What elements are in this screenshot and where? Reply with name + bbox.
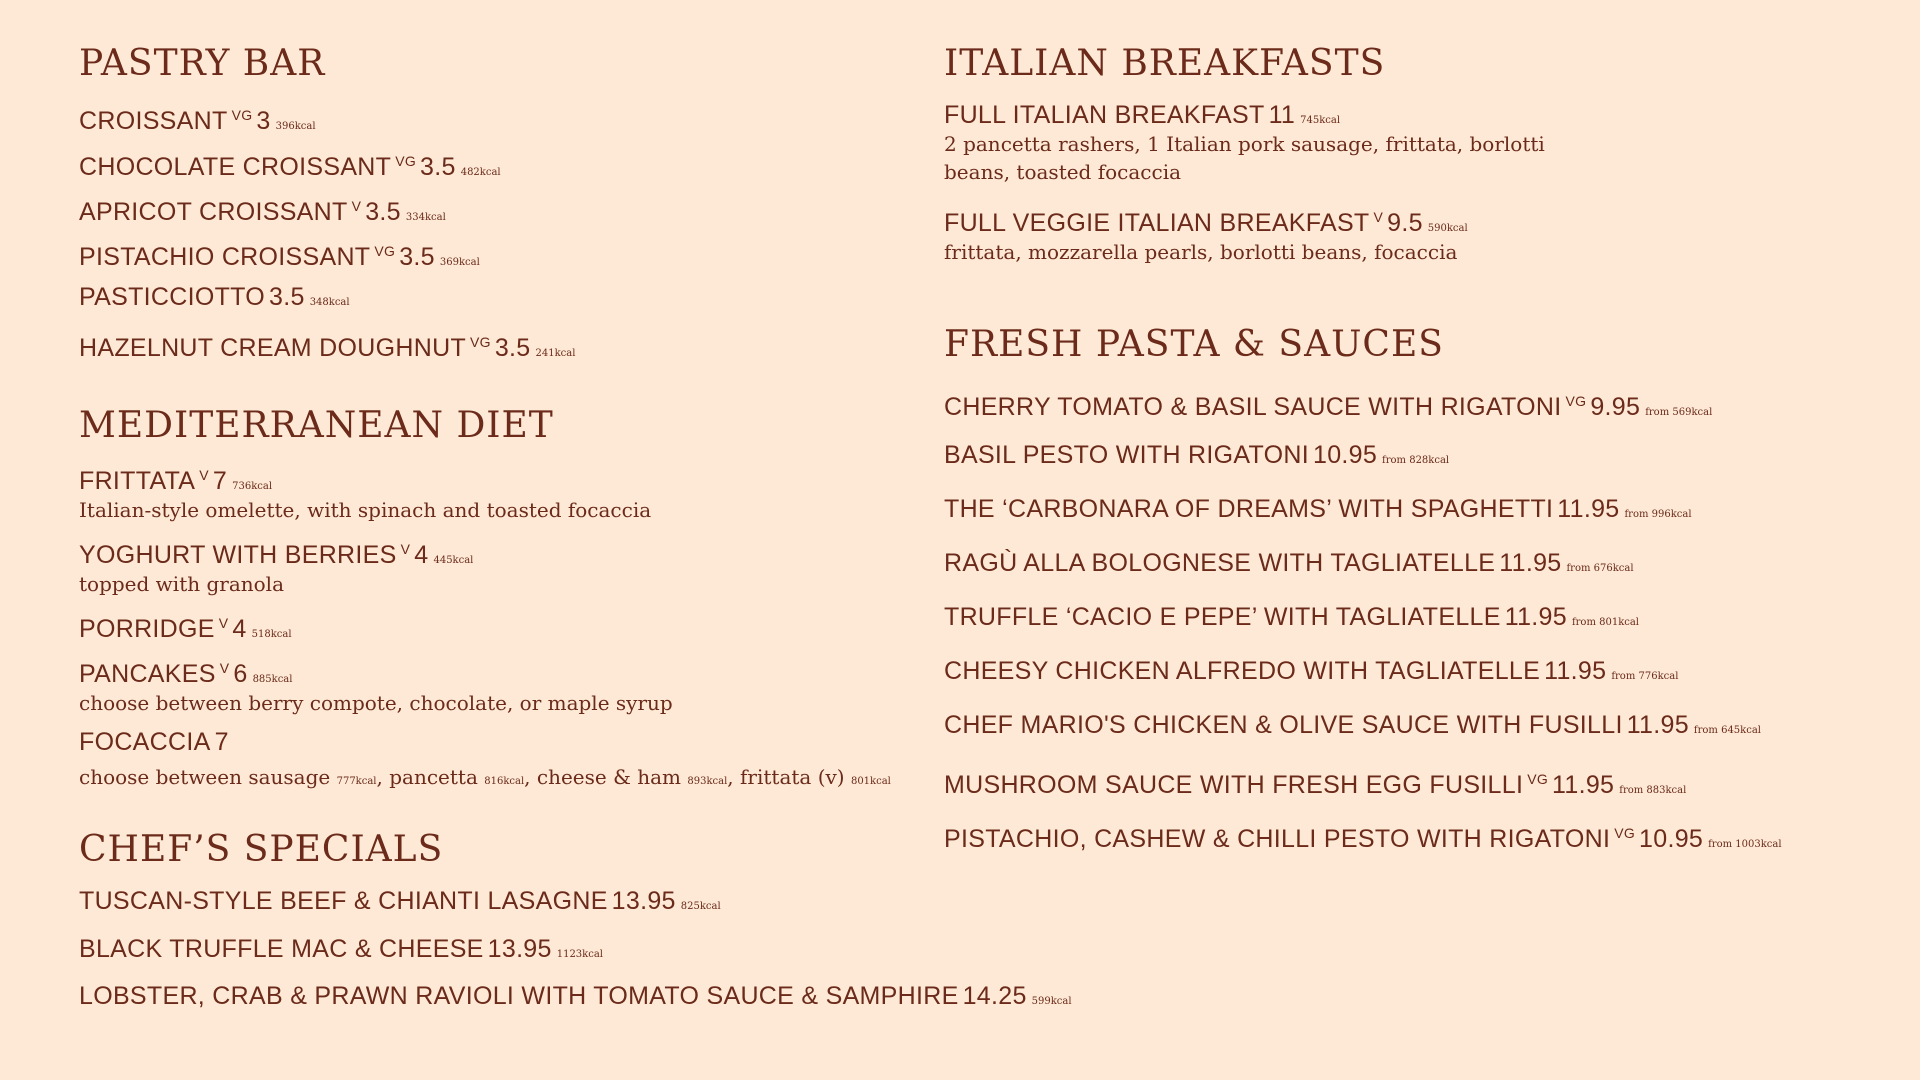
item-kcal: 1123kcal (556, 949, 603, 960)
menu-item (79, 886, 721, 916)
diet-tag: V (199, 467, 209, 483)
item-kcal: from 801kcal (1571, 617, 1640, 628)
menu-item (79, 282, 350, 312)
focaccia-options (79, 763, 891, 796)
menu-item (944, 202, 1468, 266)
diet-tag: V (1373, 209, 1384, 225)
item-name: CHEESY CHICKEN ALFREDO WITH TAGLIATELLE (944, 657, 1541, 685)
menu-item (944, 440, 1449, 470)
item-price: 4 (232, 615, 247, 643)
item-name: YOGHURT WITH BERRIES (79, 541, 397, 569)
item-kcal: 825kcal (680, 901, 721, 912)
item-kcal: 590kcal (1427, 223, 1468, 234)
item-name: FULL VEGGIE ITALIAN BREAKFAST (944, 209, 1370, 237)
item-name: FRITTATA (79, 467, 196, 495)
item-kcal: 736kcal (232, 481, 273, 492)
menu-item (79, 327, 575, 363)
italian-breakfasts-section (944, 43, 1904, 264)
menu-item (79, 534, 473, 598)
item-price: 13.95 (487, 935, 552, 963)
item-kcal: from 828kcal (1382, 455, 1450, 466)
diet-tag: V (219, 660, 230, 676)
item-price: 7 (214, 728, 229, 756)
item-name: APRICOT CROISSANT (79, 198, 348, 226)
item-name: PISTACHIO, CASHEW & CHILLI PESTO WITH RIGATONI (944, 825, 1611, 853)
menu-item (944, 494, 1692, 524)
item-description: 2 pancetta rashers, 1 Italian pork sausage, frittata, borlotti beans, toasted focaccia (944, 132, 1545, 184)
menu-item (944, 548, 1634, 578)
diet-tag: V (400, 541, 411, 557)
item-kcal: 885kcal (252, 674, 293, 685)
item-price: 6 (233, 660, 248, 688)
menu-item (944, 764, 1686, 800)
section-heading: PASTRY BAR (79, 43, 326, 84)
menu-item (79, 191, 446, 227)
diet-tag: VG (1527, 771, 1549, 787)
item-kcal: 334kcal (405, 212, 446, 223)
item-name: LOBSTER, CRAB & PRAWN RAVIOLI WITH TOMATO SAUCE & SAMPHIRE (79, 982, 959, 1010)
section-heading: ITALIAN BREAKFASTS (944, 43, 1386, 84)
item-name: FULL ITALIAN BREAKFAST (944, 101, 1265, 129)
menu-item (79, 608, 292, 644)
section-heading: CHEF’S SPECIALS (79, 829, 444, 870)
item-name: RAGÙ ALLA BOLOGNESE WITH TAGLIATELLE (944, 549, 1496, 577)
menu-item (79, 653, 673, 717)
item-name: BLACK TRUFFLE MAC & CHEESE (79, 935, 484, 963)
item-name: CHEF MARIO'S CHICKEN & OLIVE SAUCE WITH FUSILLI (944, 711, 1623, 739)
item-kcal: 445kcal (433, 555, 474, 566)
diet-tag: V (351, 198, 362, 214)
mediterranean-diet-section (79, 405, 979, 789)
item-kcal: 348kcal (309, 297, 350, 308)
item-price: 11.95 (1552, 771, 1615, 799)
pastry-bar-section (79, 43, 979, 362)
menu-item (944, 818, 1782, 854)
option-kcal: 777kcal (336, 776, 377, 787)
menu-item (944, 710, 1761, 740)
option-kcal: 816kcal (484, 776, 525, 787)
item-kcal: from 676kcal (1566, 563, 1634, 574)
option-text: , cheese & ham (524, 765, 682, 789)
item-name: PORRIDGE (79, 615, 215, 643)
menu-item (79, 460, 651, 524)
item-kcal: 241kcal (535, 348, 576, 359)
item-name: TUSCAN-STYLE BEEF & CHIANTI LASAGNE (79, 887, 608, 915)
menu-item (944, 386, 1712, 422)
menu-item (79, 981, 1072, 1011)
diet-tag: V (218, 615, 229, 631)
section-heading: FRESH PASTA & SAUCES (944, 324, 1444, 365)
item-kcal: from 645kcal (1693, 725, 1761, 736)
menu-item (79, 727, 229, 757)
item-price: 7 (212, 467, 228, 495)
item-name: TRUFFLE ‘CACIO E PEPE’ WITH TAGLIATELLE (944, 603, 1501, 631)
item-price: 3 (256, 107, 271, 135)
item-price: 10.95 (1312, 441, 1378, 469)
item-name: PASTICCIOTTO (79, 283, 266, 311)
diet-tag: VG (470, 334, 491, 350)
item-name: PISTACHIO CROISSANT (79, 243, 371, 271)
item-kcal: 599kcal (1031, 996, 1072, 1007)
item-kcal: from 1003kcal (1708, 839, 1782, 850)
item-name: HAZELNUT CREAM DOUGHNUT (79, 334, 467, 362)
item-name: PANCAKES (79, 660, 216, 688)
item-price: 3.5 (494, 334, 531, 362)
option-text: choose between sausage (79, 765, 331, 789)
item-price: 13.95 (611, 887, 676, 915)
option-kcal: 801kcal (850, 776, 891, 787)
item-name: CHOCOLATE CROISSANT (79, 153, 392, 181)
item-name: CHERRY TOMATO & BASIL SAUCE WITH RIGATONI (944, 393, 1562, 421)
diet-tag: VG (374, 243, 396, 259)
diet-tag: VG (395, 153, 417, 169)
menu-item (944, 656, 1678, 686)
item-price: 11.95 (1544, 657, 1607, 685)
menu-item (79, 100, 316, 136)
item-price: 4 (414, 541, 429, 569)
chefs-specials-section (79, 829, 1072, 1010)
diet-tag: VG (1614, 825, 1636, 841)
item-name: BASIL PESTO WITH RIGATONI (944, 441, 1309, 469)
item-description: topped with granola (79, 572, 284, 596)
item-kcal: 369kcal (439, 257, 480, 268)
option-kcal: 893kcal (687, 776, 728, 787)
item-kcal: from 776kcal (1611, 671, 1679, 682)
item-price: 3.5 (420, 153, 456, 181)
item-price: 3.5 (269, 283, 305, 311)
item-name: THE ‘CARBONARA OF DREAMS’ WITH SPAGHETTI (944, 495, 1554, 523)
item-price: 9.95 (1590, 393, 1641, 421)
item-kcal: from 569kcal (1645, 407, 1713, 418)
item-kcal: 482kcal (460, 167, 501, 178)
item-price: 11.95 (1557, 495, 1620, 523)
section-heading: MEDITERRANEAN DIET (79, 405, 554, 446)
item-price: 11.95 (1626, 711, 1689, 739)
option-text: , frittata (v) (727, 765, 845, 789)
item-description: choose between berry compote, chocolate, or maple syrup (79, 691, 673, 715)
menu-item (79, 236, 480, 272)
diet-tag: VG (1565, 393, 1587, 409)
menu-item (79, 146, 501, 182)
item-kcal: from 996kcal (1624, 509, 1692, 520)
item-name: MUSHROOM SAUCE WITH FRESH EGG FUSILLI (944, 771, 1524, 799)
item-price: 11 (1268, 101, 1296, 129)
menu-item (79, 934, 603, 964)
item-description: Italian-style omelette, with spinach and toasted focaccia (79, 498, 652, 522)
diet-tag: VG (231, 107, 253, 123)
item-name: CROISSANT (79, 107, 228, 135)
menu-item (944, 602, 1639, 632)
item-price: 14.25 (962, 982, 1027, 1010)
item-price: 10.95 (1639, 825, 1704, 853)
item-price: 9.5 (1387, 209, 1423, 237)
item-price: 3.5 (365, 198, 401, 226)
item-description: frittata, mozzarella pearls, borlotti beans, focaccia (944, 240, 1458, 264)
item-kcal: 518kcal (251, 629, 292, 640)
menu-item (944, 100, 1604, 186)
item-kcal: from 883kcal (1619, 785, 1687, 796)
item-kcal: 745kcal (1300, 115, 1341, 126)
fresh-pasta-section (944, 324, 1904, 853)
item-name: FOCACCIA (79, 728, 211, 756)
option-text: , pancetta (376, 765, 478, 789)
item-price: 3.5 (399, 243, 435, 271)
item-kcal: 396kcal (275, 121, 316, 132)
item-price: 11.95 (1504, 603, 1567, 631)
item-price: 11.95 (1499, 549, 1562, 577)
